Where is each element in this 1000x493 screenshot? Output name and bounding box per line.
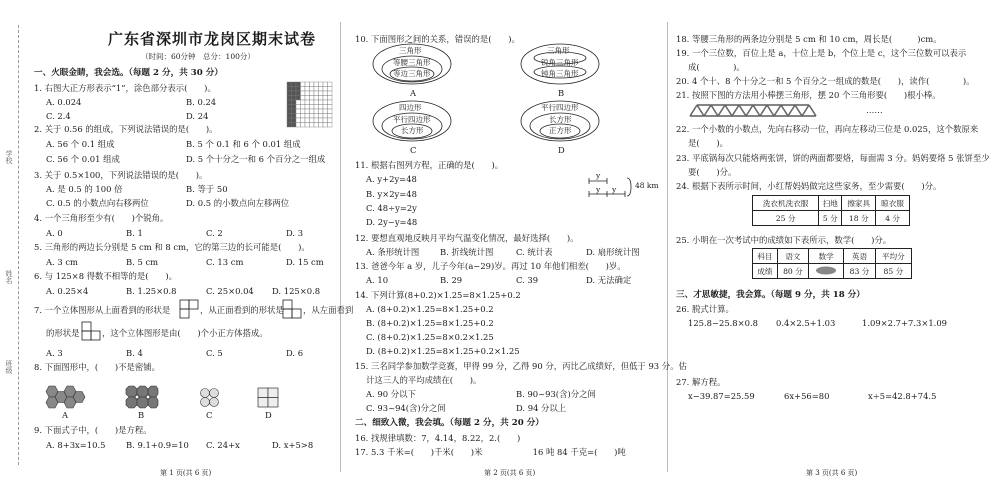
- grid-cell: [296, 118, 301, 123]
- column-divider-1: [340, 22, 341, 472]
- q7-front-view-figure: [283, 300, 303, 320]
- grid-cell: [328, 118, 333, 123]
- q7-text-a: 7. 一个立体图形从上面看到的形状是: [34, 305, 171, 315]
- q12-opt-c: C. 统计表: [516, 247, 553, 257]
- q26-text: 26. 脱式计算。: [676, 304, 734, 314]
- grid-cell: [287, 87, 292, 92]
- grid-cell: [301, 87, 306, 92]
- q12-opt-d: D. 扇形统计图: [586, 247, 640, 257]
- q15-opt-c: C. 93~94(含)分之间: [366, 403, 446, 413]
- q6-text: 6. 与 125×8 得数不相等的是( )。: [34, 271, 177, 281]
- q10-d-outer: 平行四边形: [541, 103, 579, 112]
- q27-text: 27. 解方程。: [676, 377, 726, 387]
- section-1-heading: 一、火眼金睛，我会选。（每题 2 分，共 30 分）: [34, 68, 223, 78]
- grid-cell: [328, 114, 333, 119]
- grid-cell: [301, 100, 306, 105]
- q23-text-b: 要( )分。: [688, 167, 737, 177]
- matchstick: [746, 105, 753, 116]
- grid-cell: [323, 105, 328, 110]
- q7-opt-b: B. 4: [126, 348, 143, 358]
- page-2-footer: 第 2 页(共 6 页): [484, 469, 536, 477]
- grid-cell: [319, 123, 324, 128]
- q24-val-hang: 4 分: [876, 211, 910, 226]
- q8-text: 8. 下面图形中，( )不是密铺。: [34, 362, 161, 372]
- q11-label-y3: y: [612, 185, 617, 194]
- q4-opt-b: B. 1: [126, 228, 143, 238]
- q13-text: 13. 爸爸今年 a 岁，儿子今年(a−29)岁。再过 10 年他们相差( )岁。: [355, 261, 626, 271]
- q10-label-c: C: [410, 145, 417, 155]
- grid-cell: [292, 91, 297, 96]
- q24-head-furniture: 擦家具: [842, 196, 876, 211]
- grid-cell: [292, 123, 297, 128]
- q10-label-d: D: [558, 145, 565, 155]
- q16-text: 16. 找规律填数：7，4.14，8.22，2.( ): [355, 433, 521, 443]
- q10-c-inner: 长方形: [401, 126, 424, 135]
- q15-text-b: 计这三人的平均成绩在( )。: [366, 375, 482, 385]
- grid-cell: [301, 109, 306, 114]
- q6-opt-b: B. 1.25×0.8: [126, 286, 177, 296]
- q19-text-b: 成( )。: [688, 62, 745, 72]
- q14-text: 14. 下列计算(8+0.2)×1.25=8×1.25+0.2: [355, 290, 521, 300]
- q11-opt-d: D. 2y−y=48: [366, 217, 418, 227]
- q7-text-d: 的形状是: [46, 328, 80, 338]
- grid-cell: [292, 96, 297, 101]
- grid-cell: [310, 123, 315, 128]
- grid-cell: [287, 82, 292, 87]
- q8-label-a: A: [62, 410, 69, 420]
- grid-cell: [301, 82, 306, 87]
- grid-cell: [310, 118, 315, 123]
- q2-opt-a: A. 56 个 0.1 组成: [46, 139, 115, 149]
- q17-text: 17. 5.3 千米=( )千米( )米 16 吨 84 千克=( )吨: [355, 447, 626, 457]
- grid-cell: [314, 123, 319, 128]
- matchstick: [767, 105, 774, 116]
- grid-cell: [287, 91, 292, 96]
- q5-opt-a: A. 3 cm: [46, 257, 78, 267]
- grid-cell: [314, 114, 319, 119]
- q13-opt-a: A. 10: [366, 275, 389, 285]
- grid-cell: [328, 82, 333, 87]
- q2-opt-b: B. 5 个 0.1 和 6 个 0.01 组成: [186, 139, 301, 149]
- grid-cell: [310, 96, 315, 101]
- q1-text: 1. 右图大正方形表示“1”，涂色部分表示( )。: [34, 83, 216, 93]
- q7-opt-c: C. 5: [206, 348, 223, 358]
- q25-head-chinese: 语文: [777, 249, 809, 264]
- grid-cell: [287, 114, 292, 119]
- grid-cell: [310, 82, 315, 87]
- q6-opt-a: A. 0.25×4: [46, 286, 89, 296]
- grid-cell: [310, 91, 315, 96]
- q6-opt-d: D. 125×0.8: [272, 286, 321, 296]
- grid-cell: [305, 105, 310, 110]
- matchstick: [739, 105, 746, 116]
- matchstick: [753, 105, 760, 116]
- grid-cell: [328, 123, 333, 128]
- q10-b-outer: 三角形: [547, 46, 570, 55]
- page-subtitle: （时间：60分钟 总分：100分）: [141, 52, 255, 61]
- q25-head-subject: 科目: [753, 249, 778, 264]
- q10-d-middle: 长方形: [549, 115, 572, 124]
- grid-cell: [301, 123, 306, 128]
- q22-text-b: 是( )。: [688, 138, 729, 148]
- q10-text: 10. 下面图形之间的关系，错误的是( )。: [355, 34, 520, 44]
- grid-cell: [323, 118, 328, 123]
- q23-text-a: 23. 平底锅每次只能烙两张饼，饼的两面都要烙，每面需 3 分。妈妈要烙 5 张饼至少: [676, 153, 990, 163]
- q10-b-upper: 锐角三角形: [541, 58, 579, 67]
- grid-cell: [323, 91, 328, 96]
- grid-cell: [305, 123, 310, 128]
- q11-label-total: 48 km: [635, 181, 659, 190]
- margin-class-label: 班级: [5, 360, 13, 374]
- grid-cell: [296, 91, 301, 96]
- q25-val-math: [809, 264, 844, 279]
- grid-cell: [314, 91, 319, 96]
- page-title: 广东省深圳市龙岗区期末试卷: [108, 30, 317, 48]
- q8-label-b: B: [138, 410, 145, 420]
- grid-cell: [328, 91, 333, 96]
- grid-cell: [319, 100, 324, 105]
- q22-text-a: 22. 一个小数的小数点，先向右移动一位，再向左移动三位是 0.025，这个数原来: [676, 124, 979, 134]
- grid-cell: [314, 82, 319, 87]
- q20-text: 20. 4 个十、8 个十分之一和 5 个百分之一组成的数是( )，读作( )。: [676, 76, 975, 86]
- grid-cell: [305, 118, 310, 123]
- q8-hexagon-tiling-figure: [44, 386, 88, 408]
- q25-head-english: 英语: [844, 249, 876, 264]
- q7-opt-a: A. 3: [46, 348, 63, 358]
- q7-text-b: ，从正面看到的形状是: [200, 305, 284, 315]
- grid-cell: [301, 114, 306, 119]
- q4-text: 4. 一个三角形至少有( )个锐角。: [34, 213, 169, 223]
- grid-cell: [305, 96, 310, 101]
- grid-cell: [296, 109, 301, 114]
- margin-school-label: 学校: [5, 150, 13, 164]
- column-divider-2: [667, 22, 668, 472]
- q12-opt-b: B. 折线统计图: [440, 247, 494, 257]
- grid-cell: [314, 87, 319, 92]
- q5-opt-c: C. 13 cm: [206, 257, 244, 267]
- matchstick: [704, 105, 711, 116]
- q4-opt-a: A. 0: [46, 228, 63, 238]
- q1-opt-a: A. 0.024: [46, 97, 82, 107]
- q3-opt-a: A. 是 0.5 的 100 倍: [46, 184, 123, 194]
- q5-opt-b: B. 5 cm: [126, 257, 159, 267]
- q10-label-a: A: [410, 88, 417, 98]
- q25-text: 25. 小明在一次考试中的成绩如下表所示，数学( )分。: [676, 235, 892, 245]
- q19-text-a: 19. 一个三位数，百位上是 a，十位上是 b，个位上是 c，这个三位数可以表示: [676, 48, 967, 58]
- grid-cell: [328, 109, 333, 114]
- grid-cell: [301, 91, 306, 96]
- grid-cell: [292, 100, 297, 105]
- grid-cell: [328, 105, 333, 110]
- q10-label-b: B: [558, 88, 565, 98]
- q8-octagon-tiling-figure: [126, 386, 158, 408]
- q25-head-average: 平均分: [875, 249, 911, 264]
- grid-cell: [323, 96, 328, 101]
- q10-a-outer: 三角形: [399, 46, 422, 55]
- q13-opt-c: C. 39: [516, 275, 539, 285]
- grid-cell: [319, 114, 324, 119]
- grid-cell: [310, 105, 315, 110]
- grid-cell: [319, 109, 324, 114]
- matchstick: [774, 105, 781, 116]
- q21-text: 21. 按照下图的方法用小棒摆三角形，摆 20 个三角形要( )根小棒。: [676, 90, 941, 100]
- section-2-heading: 二、细致入微，我会填。（每题 2 分，共 20 分）: [355, 418, 544, 428]
- q5-opt-d: D. 15 cm: [286, 257, 324, 267]
- grid-cell: [319, 87, 324, 92]
- grid-cell: [328, 100, 333, 105]
- q11-opt-c: C. 48÷y=2y: [366, 203, 417, 213]
- q26-item-2: 0.4×2.5+1.03: [776, 318, 836, 328]
- q1-opt-d: D. 24: [186, 111, 209, 121]
- grid-cell: [296, 82, 301, 87]
- q9-opt-c: C. 24+x: [206, 440, 240, 450]
- grid-cell: [323, 109, 328, 114]
- q7-text-e: ，这个立体图形是由( )个小正方体搭成。: [102, 328, 268, 338]
- q10-a-inner: 等边三角形: [393, 69, 431, 78]
- q24-text: 24. 根据下表所示时间，小红帮妈妈做完这些家务，至少需要( )分。: [676, 181, 942, 191]
- q7-text-c: ，从左面看到: [303, 305, 354, 315]
- q18-text: 18. 等腰三角形的两条边分别是 5 cm 和 10 cm，周长是( )cm。: [676, 34, 942, 44]
- q27-item-3: x÷5=42.8+74.5: [868, 391, 937, 401]
- q25-val-english: 83 分: [844, 264, 876, 279]
- q10-d-inner: 正方形: [549, 126, 572, 135]
- q15-opt-a: A. 90 分以下: [366, 389, 416, 399]
- q24-head-hang: 晾衣服: [876, 196, 910, 211]
- q12-opt-a: A. 条形统计图: [366, 247, 420, 257]
- binding-line: [18, 25, 19, 465]
- grid-cell: [301, 118, 306, 123]
- q24-head-sweep: 扫地: [819, 196, 842, 211]
- q2-text: 2. 关于 0.56 的组成，下列说法错误的是( )。: [34, 124, 218, 134]
- grid-cell: [296, 114, 301, 119]
- q11-text: 11. 根据右图列方程，正确的是( )。: [355, 160, 504, 170]
- q10-b-lower: 钝角三角形: [541, 69, 579, 78]
- grid-cell: [287, 118, 292, 123]
- q14-opt-d: D. (8+0.2)×1.25=8×1.25+0.2×1.25: [366, 346, 520, 356]
- grid-cell: [323, 123, 328, 128]
- q4-opt-c: C. 2: [206, 228, 223, 238]
- q14-opt-c: C. (8+0.2)×1.25=8×0.2×1.25: [366, 332, 494, 342]
- q24-val-laundry: 25 分: [753, 211, 819, 226]
- grid-cell: [292, 82, 297, 87]
- q3-opt-b: B. 等于 50: [186, 184, 228, 194]
- grid-cell: [305, 87, 310, 92]
- q26-item-3: 1.09×2.7+7.3×1.09: [862, 318, 947, 328]
- grid-cell: [296, 87, 301, 92]
- hundred-grid-figure: [287, 82, 333, 128]
- grid-cell: [305, 91, 310, 96]
- q25-score-table: [752, 248, 912, 279]
- grid-cell: [314, 96, 319, 101]
- q15-opt-b: B. 90~93(含)分之间: [516, 389, 596, 399]
- page-3-footer: 第 3 页(共 6 页): [806, 469, 858, 477]
- q14-opt-b: B. (8+0.2)×1.25=8×1.25+0.2: [366, 318, 494, 328]
- section-3-heading: 三、才思敏捷，我会算。（每题 9 分，共 18 分）: [676, 290, 865, 300]
- q4-opt-d: D. 3: [286, 228, 304, 238]
- grid-cell: [292, 87, 297, 92]
- q12-text: 12. 要想直观地反映月平均气温变化情况，最好选择( )。: [355, 233, 579, 243]
- q15-text-a: 15. 三名同学参加数学竞赛，甲得 99 分，乙得 90 分，丙比乙成绩好，但低于 93 分。估: [355, 361, 687, 371]
- matchstick: [809, 105, 816, 116]
- grid-cell: [319, 96, 324, 101]
- grid-cell: [301, 96, 306, 101]
- q9-opt-a: A. 8+3x=10.5: [46, 440, 106, 450]
- grid-cell: [310, 109, 315, 114]
- grid-cell: [287, 109, 292, 114]
- grid-cell: [323, 114, 328, 119]
- grid-cell: [319, 105, 324, 110]
- q9-opt-b: B. 9.1+0.9=10: [126, 440, 189, 450]
- grid-cell: [314, 118, 319, 123]
- q25-val-chinese: 80 分: [777, 264, 809, 279]
- q15-opt-d: D. 94 分以上: [516, 403, 567, 413]
- grid-cell: [296, 100, 301, 105]
- grid-cell: [305, 109, 310, 114]
- q2-opt-c: C. 56 个 0.01 组成: [46, 154, 120, 164]
- q11-opt-b: B. y×2y=48: [366, 189, 417, 199]
- q13-opt-d: D. 无法确定: [586, 275, 632, 285]
- q10-a-middle: 等腰三角形: [393, 58, 431, 67]
- q11-label-y2: y: [596, 185, 601, 194]
- grid-cell: [292, 109, 297, 114]
- matchstick: [760, 105, 767, 116]
- q25-head-math: 数学: [809, 249, 844, 264]
- grid-cell: [319, 118, 324, 123]
- q13-opt-b: B. 29: [440, 275, 463, 285]
- q8-label-d: D: [265, 410, 272, 420]
- grid-cell: [310, 87, 315, 92]
- q14-opt-a: A. (8+0.2)×1.25=8×1.25+0.2: [366, 304, 494, 314]
- q8-circle-tiling-figure: [200, 388, 220, 408]
- grid-cell: [323, 82, 328, 87]
- q10-c-outer: 四边形: [399, 103, 422, 112]
- matchstick: [795, 105, 802, 116]
- q1-opt-b: B. 0.24: [186, 97, 217, 107]
- grid-cell: [292, 118, 297, 123]
- matchstick: [732, 105, 739, 116]
- matchstick: [802, 105, 809, 116]
- grid-cell: [310, 114, 315, 119]
- q27-item-1: x−39.87=25.59: [688, 391, 755, 401]
- grid-cell: [310, 100, 315, 105]
- grid-cell: [296, 96, 301, 101]
- q24-housework-table: [752, 195, 910, 226]
- page-1-footer: 第 1 页(共 6 页): [160, 469, 212, 477]
- grid-cell: [305, 82, 310, 87]
- grid-cell: [287, 105, 292, 110]
- q10-c-middle: 平行四边形: [393, 115, 431, 124]
- q27-item-2: 6x+56=80: [784, 391, 830, 401]
- grid-cell: [314, 109, 319, 114]
- grid-cell: [319, 91, 324, 96]
- matchstick: [711, 105, 718, 116]
- grid-cell: [287, 100, 292, 105]
- q11-opt-a: A. y+2y=48: [366, 174, 417, 184]
- ink-blot-icon: [815, 266, 837, 275]
- matchstick: [781, 105, 788, 116]
- q9-text: 9. 下面式子中，( )是方程。: [34, 425, 152, 435]
- grid-cell: [301, 105, 306, 110]
- grid-cell: [314, 105, 319, 110]
- grid-cell: [323, 100, 328, 105]
- q1-opt-c: C. 2.4: [46, 111, 71, 121]
- grid-cell: [292, 114, 297, 119]
- q26-item-1: 125.8−25.8×0.8: [688, 318, 758, 328]
- grid-cell: [287, 123, 292, 128]
- margin-name-label: 姓名: [5, 270, 13, 284]
- q24-val-sweep: 5 分: [819, 211, 842, 226]
- grid-cell: [314, 100, 319, 105]
- grid-cell: [328, 87, 333, 92]
- grid-cell: [287, 96, 292, 101]
- matchstick: [690, 105, 697, 116]
- q24-head-laundry: 洗衣机洗衣服: [753, 196, 819, 211]
- matchstick: [788, 105, 795, 116]
- q11-segment-figure: [585, 172, 637, 202]
- q7-top-view-figure: [180, 300, 200, 320]
- q6-opt-c: C. 25×0.04: [206, 286, 254, 296]
- grid-cell: [328, 96, 333, 101]
- q11-label-y1: y: [596, 171, 601, 180]
- q2-opt-d: D. 5 个十分之一和 6 个百分之一组成: [186, 154, 326, 164]
- q3-text: 3. 关于 0.5×100，下列说法错误的是( )。: [34, 170, 208, 180]
- grid-cell: [319, 82, 324, 87]
- q8-square-tiling-figure: [258, 388, 280, 408]
- matchstick: [725, 105, 732, 116]
- q7-left-view-figure: [82, 322, 102, 342]
- q25-row-label: 成绩: [753, 264, 778, 279]
- grid-cell: [296, 123, 301, 128]
- grid-cell: [296, 105, 301, 110]
- q3-opt-d: D. 0.5 的小数点向左移两位: [186, 198, 290, 208]
- grid-cell: [305, 114, 310, 119]
- q9-opt-d: D. x+5>8: [272, 440, 314, 450]
- grid-cell: [305, 100, 310, 105]
- matchstick: [718, 105, 725, 116]
- q25-val-average: 85 分: [875, 264, 911, 279]
- q7-opt-d: D. 6: [286, 348, 304, 358]
- q21-matchstick-triangles-figure: [690, 104, 840, 118]
- q3-opt-c: C. 0.5 的小数点向右移两位: [46, 198, 149, 208]
- grid-cell: [323, 87, 328, 92]
- q24-val-furniture: 18 分: [842, 211, 876, 226]
- matchstick: [697, 105, 704, 116]
- q8-label-c: C: [206, 410, 213, 420]
- q5-text: 5. 三角形的两边长分别是 5 cm 和 8 cm，它的第三边的长可能是( )。: [34, 242, 310, 252]
- grid-cell: [292, 105, 297, 110]
- q21-ellipsis: ……: [866, 105, 883, 115]
